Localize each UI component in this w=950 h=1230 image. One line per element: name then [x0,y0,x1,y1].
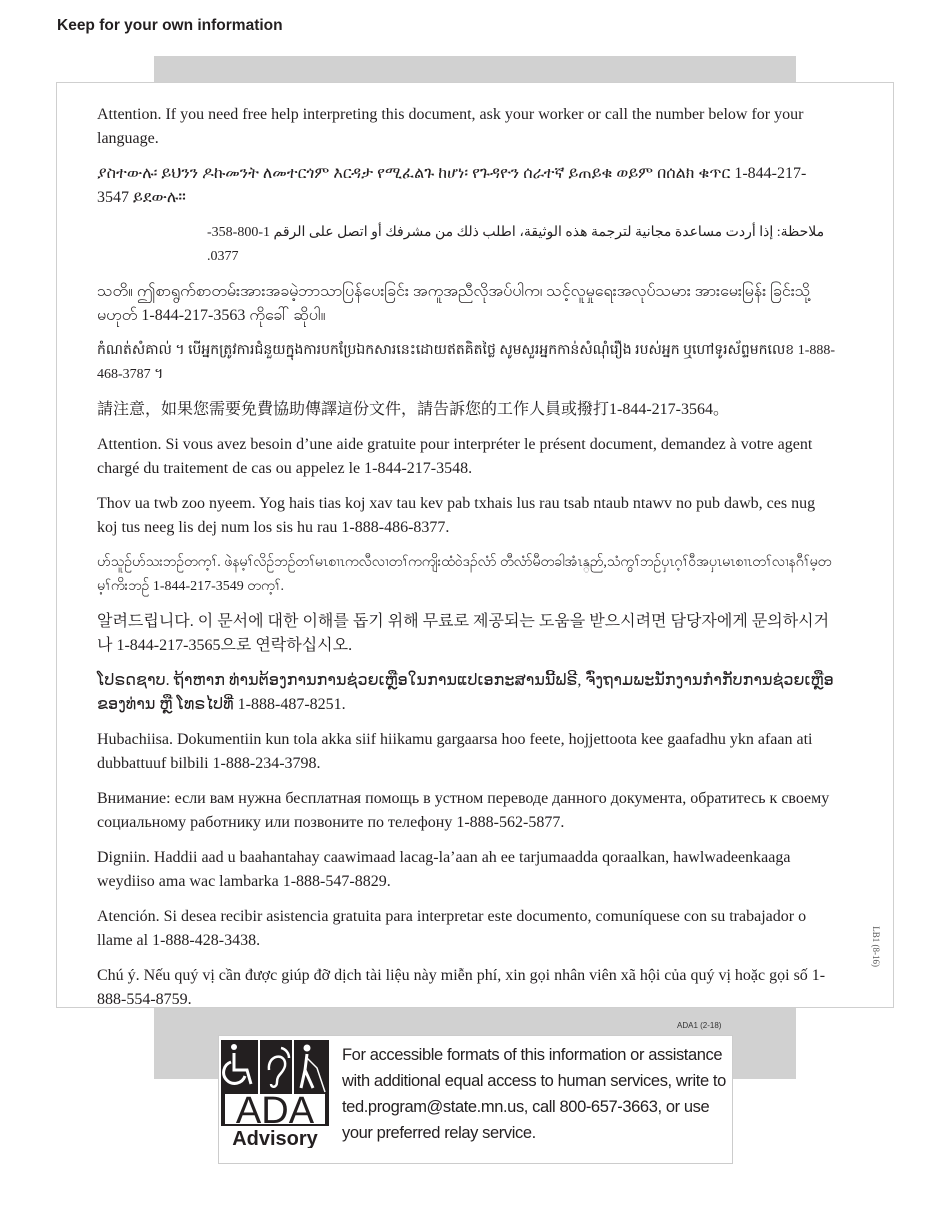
notice-burmese: သတိ။ ဤစာရွက်စာတမ်းအားအခမဲ့ဘာသာပြန်ပေးခြင်း အကူအညီလိုအပ်ပါက၊ သင့်လူမှုရေးအလုပ်သမား အားမေးမြန်း ခြင်းသို့ မဟုတ် 1-844-217-3563 ကိုခေါ် ဆိုပါ။ [97,283,811,324]
notice-chinese: 請注意，如果您需要免費協助傳譯這份文件，請告訴您的工作人員或撥打1-844-217-3564。 [97,401,729,418]
ada-form-code: ADA1 (2-18) [677,1021,722,1030]
top-gray-band [154,56,796,82]
ada-advisory-logo [221,1040,329,1148]
ada-advisory-box [218,1035,733,1164]
notice-karen: ဟ်သူဉ်ဟ်သးဘဉ်တက့ၢ်. ဖဲနမ့ၢ်လိဉ်ဘဉ်တၢ်မၤစၢၤကလီလၢတၢ်ကကျိးထံဝဲဒၣ်လံာ် တီလံာ်မီတခါအံၤန္ဉာ်,သံကွၢ်ဘဉ်ပှၤဂ့ၢ်ဝီအပှၤမၤစၢၤတၢ်လၢနဂီၢ်မ့တမ့ၢ်ကိးဘဉ် 1-844-217-3549 တက့ၢ်. [97,555,832,594]
notice-somali: Digniin. Haddii aad u baahantahay caawimaad lacag-la’aan ah ee tarjumaadda qoraalkan, hawlwadeenkaaga weydiiso ama wac lambarka 1-888-547-8829. [97,849,791,890]
notice-hmong: Thov ua twb zoo nyeem. Yog hais tias koj xav tau kev pab txhais lus rau tsab ntaub ntawv no pub dawb, ces nug koj tus neeg lis dej num los sis hu rau 1-888-486-8377. [97,495,816,536]
ada-logo-subtext: Advisory [232,1128,318,1148]
notice-khmer: កំណត់សំគាល់ ។ បើអ្នកត្រូវការជំនួយក្នុងការបកប្រែឯកសារនេះដោយឥតគិតថ្លៃ សូមសួរអ្នកកាន់សំណុំរឿង របស់អ្នក ឬហៅទូរស័ព្ទមកលេខ 1-888-468-3787 ។ [97,343,836,382]
ada-accessibility-text: For accessible formats of this information or assistance with additional equal access to human services, write to ted.program@state.mn.us, call 800-657-3663, or use your preferred relay service. [342,1046,726,1142]
page-header: Keep for your own information [57,17,283,34]
notice-russian: Внимание: если вам нужна бесплатная помощь в устном переводе данного документа, обратитесь к своему социальному работнику или позвоните по телефону 1-888-562-5877. [97,790,830,831]
notice-arabic: ملاحظة: إذا أردت مساعدة مجانية لترجمة هذه الوثيقة، اطلب ذلك من مشرفك أو اتصل على الرقم 1-800-358-0377. [207,225,825,264]
notice-spanish: Atención. Si desea recibir asistencia gratuita para interpretar este documento, comuníquese con su trabajador o llame al 1-888-428-3438. [97,908,807,949]
notice-oromo: Hubachiisa. Dokumentiin kun tola akka siif hiikamu gargaarsa hoo feete, hojjettoota kee gaafadhu ykn afaan ati dubbattuuf bilbili 1-888-234-3798. [97,731,813,772]
notice-french: Attention. Si vous avez besoin d’une aide gratuite pour interpréter le présent document, demandez à votre agent chargé du traitement de cas ou appelez le 1-844-217-3548. [97,436,813,477]
language-notice-box [56,82,894,1008]
notice-lao: ໂປຣດຊາບ. ຖ້າຫາກ ທ່ານຕ້ອງການການຊ່ວຍເຫຼືອໃນການແປເອກະສານນີ້ຟຣີ, ຈົ່ງຖາມພະນັກງານກຳກັບການຊ່ວຍເຫຼືອຂອງທ່ານ ຫຼື ໂທຣໄປທີ່ 1-888-487-8251. [97,672,834,713]
notice-vietnamese: Chú ý. Nếu quý vị cần được giúp đỡ dịch tài liệu này miễn phí, xin gọi nhân viên xã hội của quý vị hoặc gọi số 1-888-554-8759. [97,967,826,1008]
ada-logo-text: ADA [235,1090,315,1132]
notice-english: Attention. If you need free help interpreting this document, ask your worker or call the number below for your language. [97,106,804,147]
notice-amharic: ያስተውሉ፡ ይህንን ዶኩመንት ለመተርጎም እርዳታ የሚፈልጉ ከሆነ፡ የጉዳዮን ሰራተኛ ይጠይቁ ወይም በሰልክ ቁጥር 1-844-217-3547 ይደውሉ። [97,165,807,206]
notice-korean: 알려드립니다. 이 문서에 대한 이해를 돕기 위해 무료로 제공되는 도움을 받으시려면 담당자에게 문의하시거나 1-844-217-3565으로 연락하십시오. [97,613,830,654]
form-code: LB1 (8-16) [871,926,881,967]
